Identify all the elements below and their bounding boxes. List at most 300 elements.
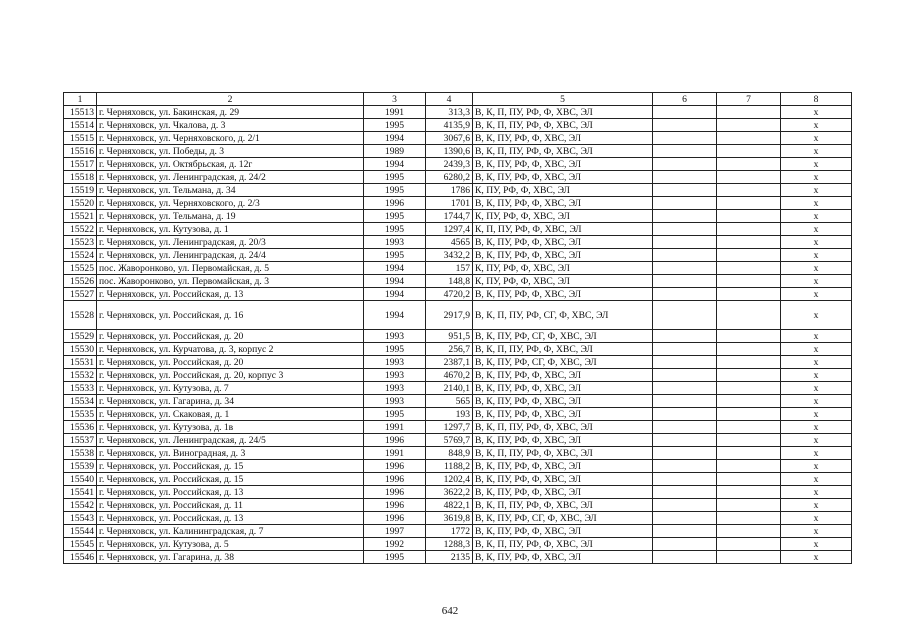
cell-n: 15524	[64, 249, 97, 262]
cell-year: 1995	[364, 210, 426, 223]
cell-n: 15543	[64, 512, 97, 525]
cell-c8: х	[781, 106, 852, 119]
cell-c8: х	[781, 288, 852, 301]
header-cell: 6	[653, 93, 717, 106]
cell-sys: В, К, П, ПУ, РФ, Ф, ХВС, ЭЛ	[473, 145, 653, 158]
cell-area: 256,7	[426, 343, 473, 356]
cell-c8: х	[781, 343, 852, 356]
cell-sys: К, П, ПУ, РФ, Ф, ХВС, ЭЛ	[473, 223, 653, 236]
cell-n: 15530	[64, 343, 97, 356]
cell-sys: К, ПУ, РФ, Ф, ХВС, ЭЛ	[473, 262, 653, 275]
cell-c6	[653, 473, 717, 486]
cell-year: 1995	[364, 119, 426, 132]
cell-c8: х	[781, 473, 852, 486]
cell-c7	[717, 525, 781, 538]
header-cell: 7	[717, 93, 781, 106]
cell-area: 1297,7	[426, 421, 473, 434]
cell-c7	[717, 158, 781, 171]
cell-n: 15514	[64, 119, 97, 132]
cell-year: 1996	[364, 486, 426, 499]
cell-year: 1993	[364, 236, 426, 249]
cell-c6	[653, 119, 717, 132]
cell-addr: г. Черняховск, ул. Победы, д. 3	[97, 145, 364, 158]
cell-addr: г. Черняховск, ул. Черняховского, д. 2/1	[97, 132, 364, 145]
cell-addr: г. Черняховск, ул. Российская, д. 20, корпус 3	[97, 369, 364, 382]
cell-c8: х	[781, 382, 852, 395]
cell-year: 1993	[364, 330, 426, 343]
cell-n: 15532	[64, 369, 97, 382]
cell-addr: г. Черняховск, ул. Российская, д. 13	[97, 486, 364, 499]
cell-c6	[653, 184, 717, 197]
cell-c8: х	[781, 275, 852, 288]
cell-sys: В, К, П, ПУ, РФ, Ф, ХВС, ЭЛ	[473, 538, 653, 551]
cell-sys: В, К, ПУ, РФ, Ф, ХВС, ЭЛ	[473, 395, 653, 408]
cell-sys: В, К, ПУ, РФ, СГ, Ф, ХВС, ЭЛ	[473, 330, 653, 343]
cell-c8: х	[781, 184, 852, 197]
cell-c7	[717, 512, 781, 525]
table-row	[64, 330, 852, 343]
cell-c7	[717, 223, 781, 236]
cell-c6	[653, 145, 717, 158]
table-row	[64, 171, 852, 184]
cell-area: 5769,7	[426, 434, 473, 447]
cell-year: 1995	[364, 551, 426, 564]
cell-year: 1994	[364, 132, 426, 145]
cell-area: 2135	[426, 551, 473, 564]
cell-year: 1996	[364, 473, 426, 486]
cell-addr: г. Черняховск, ул. Ленинградская, д. 24/4	[97, 249, 364, 262]
cell-area: 148,8	[426, 275, 473, 288]
cell-year: 1996	[364, 434, 426, 447]
cell-c7	[717, 356, 781, 369]
cell-c6	[653, 551, 717, 564]
cell-sys: В, К, ПУ, РФ, Ф, ХВС, ЭЛ	[473, 473, 653, 486]
cell-addr: г. Черняховск, ул. Тельмана, д. 34	[97, 184, 364, 197]
cell-c6	[653, 158, 717, 171]
cell-c7	[717, 236, 781, 249]
cell-sys: В, К, ПУ, РФ, Ф, ХВС, ЭЛ	[473, 132, 653, 145]
cell-year: 1994	[364, 275, 426, 288]
register-table	[63, 92, 852, 564]
cell-area: 3622,2	[426, 486, 473, 499]
cell-sys: В, К, ПУ, РФ, Ф, ХВС, ЭЛ	[473, 525, 653, 538]
cell-n: 15537	[64, 434, 97, 447]
cell-n: 15536	[64, 421, 97, 434]
cell-year: 1995	[364, 343, 426, 356]
cell-sys: В, К, П, ПУ, РФ, Ф, ХВС, ЭЛ	[473, 119, 653, 132]
cell-addr: г. Черняховск, ул. Калининградская, д. 7	[97, 525, 364, 538]
table-row	[64, 301, 852, 330]
cell-area: 4135,9	[426, 119, 473, 132]
table-row	[64, 223, 852, 236]
header-cell: 1	[64, 93, 97, 106]
header-cell: 8	[781, 93, 852, 106]
cell-addr: г. Черняховск, ул. Российская, д. 16	[97, 301, 364, 330]
cell-sys: В, К, ПУ, РФ, Ф, ХВС, ЭЛ	[473, 382, 653, 395]
cell-addr: г. Черняховск, ул. Кутузова, д. 7	[97, 382, 364, 395]
cell-year: 1995	[364, 223, 426, 236]
table-row	[64, 184, 852, 197]
cell-sys: В, К, ПУ, РФ, СГ, Ф, ХВС, ЭЛ	[473, 512, 653, 525]
cell-year: 1992	[364, 538, 426, 551]
cell-n: 15545	[64, 538, 97, 551]
cell-sys: В, К, ПУ, РФ, СГ, Ф, ХВС, ЭЛ	[473, 356, 653, 369]
cell-c8: х	[781, 210, 852, 223]
cell-sys: В, К, ПУ, РФ, Ф, ХВС, ЭЛ	[473, 434, 653, 447]
table-row	[64, 382, 852, 395]
cell-n: 15525	[64, 262, 97, 275]
cell-area: 3619,8	[426, 512, 473, 525]
cell-c7	[717, 288, 781, 301]
cell-area: 1188,2	[426, 460, 473, 473]
cell-c8: х	[781, 330, 852, 343]
cell-n: 15534	[64, 395, 97, 408]
cell-area: 1786	[426, 184, 473, 197]
cell-c6	[653, 210, 717, 223]
cell-c6	[653, 434, 717, 447]
cell-c7	[717, 343, 781, 356]
cell-c8: х	[781, 223, 852, 236]
cell-area: 1288,3	[426, 538, 473, 551]
cell-n: 15516	[64, 145, 97, 158]
cell-c8: х	[781, 421, 852, 434]
cell-n: 15544	[64, 525, 97, 538]
cell-c7	[717, 434, 781, 447]
cell-c8: х	[781, 447, 852, 460]
cell-sys: В, К, ПУ, РФ, Ф, ХВС, ЭЛ	[473, 171, 653, 184]
table-row	[64, 460, 852, 473]
cell-c7	[717, 395, 781, 408]
cell-c7	[717, 119, 781, 132]
cell-addr: г. Черняховск, ул. Гагарина, д. 34	[97, 395, 364, 408]
cell-year: 1994	[364, 288, 426, 301]
cell-addr: г. Черняховск, ул. Российская, д. 11	[97, 499, 364, 512]
table-row	[64, 249, 852, 262]
cell-c7	[717, 382, 781, 395]
cell-addr: г. Черняховск, ул. Российская, д. 20	[97, 356, 364, 369]
cell-n: 15538	[64, 447, 97, 460]
cell-year: 1996	[364, 499, 426, 512]
cell-n: 15533	[64, 382, 97, 395]
cell-addr: пос. Жаворонково, ул. Первомайская, д. 3	[97, 275, 364, 288]
cell-c6	[653, 421, 717, 434]
cell-c6	[653, 382, 717, 395]
cell-sys: В, К, ПУ, РФ, Ф, ХВС, ЭЛ	[473, 486, 653, 499]
cell-addr: г. Черняховск, ул. Российская, д. 13	[97, 512, 364, 525]
cell-addr: пос. Жаворонково, ул. Первомайская, д. 5	[97, 262, 364, 275]
cell-year: 1993	[364, 356, 426, 369]
table-row	[64, 356, 852, 369]
cell-sys: В, К, П, ПУ, РФ, Ф, ХВС, ЭЛ	[473, 421, 653, 434]
cell-c6	[653, 330, 717, 343]
cell-c6	[653, 171, 717, 184]
cell-area: 3067,6	[426, 132, 473, 145]
cell-sys: В, К, П, ПУ, РФ, Ф, ХВС, ЭЛ	[473, 499, 653, 512]
cell-c6	[653, 447, 717, 460]
cell-year: 1994	[364, 158, 426, 171]
cell-c8: х	[781, 301, 852, 330]
table-row	[64, 408, 852, 421]
cell-c7	[717, 408, 781, 421]
cell-sys: В, К, П, ПУ, РФ, Ф, ХВС, ЭЛ	[473, 106, 653, 119]
cell-c7	[717, 210, 781, 223]
cell-n: 15541	[64, 486, 97, 499]
cell-c6	[653, 395, 717, 408]
header-cell: 3	[364, 93, 426, 106]
cell-c6	[653, 356, 717, 369]
cell-n: 15526	[64, 275, 97, 288]
table-row	[64, 197, 852, 210]
cell-c7	[717, 106, 781, 119]
table-row	[64, 499, 852, 512]
cell-c7	[717, 551, 781, 564]
table-row	[64, 119, 852, 132]
cell-c8: х	[781, 356, 852, 369]
cell-addr: г. Черняховск, ул. Бакинская, д. 29	[97, 106, 364, 119]
cell-area: 4565	[426, 236, 473, 249]
cell-c6	[653, 486, 717, 499]
cell-sys: В, К, ПУ, РФ, Ф, ХВС, ЭЛ	[473, 288, 653, 301]
cell-area: 193	[426, 408, 473, 421]
cell-area: 1297,4	[426, 223, 473, 236]
table-row	[64, 106, 852, 119]
cell-area: 951,5	[426, 330, 473, 343]
cell-n: 15542	[64, 499, 97, 512]
cell-n: 15518	[64, 171, 97, 184]
cell-c6	[653, 288, 717, 301]
cell-addr: г. Черняховск, ул. Ленинградская, д. 24/5	[97, 434, 364, 447]
cell-addr: г. Черняховск, ул. Кутузова, д. 5	[97, 538, 364, 551]
header-cell: 5	[473, 93, 653, 106]
cell-n: 15521	[64, 210, 97, 223]
cell-c8: х	[781, 434, 852, 447]
cell-c8: х	[781, 369, 852, 382]
cell-sys: В, К, П, ПУ, РФ, Ф, ХВС, ЭЛ	[473, 447, 653, 460]
table-row	[64, 421, 852, 434]
cell-c6	[653, 223, 717, 236]
table-row	[64, 473, 852, 486]
cell-c8: х	[781, 158, 852, 171]
cell-year: 1991	[364, 421, 426, 434]
cell-year: 1996	[364, 460, 426, 473]
cell-addr: г. Черняховск, ул. Виноградная, д. 3	[97, 447, 364, 460]
header-cell: 2	[97, 93, 364, 106]
cell-c8: х	[781, 262, 852, 275]
cell-c8: х	[781, 132, 852, 145]
cell-c8: х	[781, 512, 852, 525]
cell-c6	[653, 275, 717, 288]
cell-c8: х	[781, 145, 852, 158]
cell-n: 15529	[64, 330, 97, 343]
table-row	[64, 395, 852, 408]
cell-c8: х	[781, 249, 852, 262]
cell-c7	[717, 421, 781, 434]
table-row	[64, 486, 852, 499]
cell-area: 2439,3	[426, 158, 473, 171]
page-number: 642	[441, 605, 459, 617]
cell-c7	[717, 184, 781, 197]
cell-c8: х	[781, 460, 852, 473]
cell-c7	[717, 486, 781, 499]
cell-area: 1744,7	[426, 210, 473, 223]
cell-c6	[653, 369, 717, 382]
table-row	[64, 236, 852, 249]
cell-c8: х	[781, 525, 852, 538]
cell-n: 15517	[64, 158, 97, 171]
cell-addr: г. Черняховск, ул. Гагарина, д. 38	[97, 551, 364, 564]
table-row	[64, 210, 852, 223]
cell-c8: х	[781, 551, 852, 564]
table-row	[64, 538, 852, 551]
table-row	[64, 288, 852, 301]
cell-c7	[717, 171, 781, 184]
cell-n: 15513	[64, 106, 97, 119]
cell-c6	[653, 132, 717, 145]
cell-area: 313,3	[426, 106, 473, 119]
cell-c8: х	[781, 538, 852, 551]
cell-year: 1994	[364, 301, 426, 330]
cell-area: 3432,2	[426, 249, 473, 262]
cell-area: 4822,1	[426, 499, 473, 512]
cell-addr: г. Черняховск, ул. Курчатова, д. 3, корпус 2	[97, 343, 364, 356]
cell-sys: В, К, ПУ, РФ, Ф, ХВС, ЭЛ	[473, 158, 653, 171]
cell-year: 1995	[364, 171, 426, 184]
cell-c7	[717, 538, 781, 551]
cell-c6	[653, 106, 717, 119]
cell-c7	[717, 249, 781, 262]
cell-year: 1991	[364, 106, 426, 119]
cell-c7	[717, 262, 781, 275]
cell-c6	[653, 460, 717, 473]
table-row	[64, 275, 852, 288]
cell-n: 15520	[64, 197, 97, 210]
cell-c7	[717, 473, 781, 486]
cell-year: 1994	[364, 262, 426, 275]
cell-c6	[653, 236, 717, 249]
header-row	[64, 93, 852, 106]
cell-c8: х	[781, 395, 852, 408]
cell-area: 1701	[426, 197, 473, 210]
table-row	[64, 369, 852, 382]
cell-c7	[717, 197, 781, 210]
cell-sys: В, К, ПУ, РФ, Ф, ХВС, ЭЛ	[473, 249, 653, 262]
cell-c8: х	[781, 171, 852, 184]
cell-addr: г. Черняховск, ул. Российская, д. 20	[97, 330, 364, 343]
cell-sys: В, К, ПУ, РФ, Ф, ХВС, ЭЛ	[473, 369, 653, 382]
cell-sys: К, ПУ, РФ, Ф, ХВС, ЭЛ	[473, 275, 653, 288]
cell-year: 1993	[364, 369, 426, 382]
cell-addr: г. Черняховск, ул. Ленинградская, д. 24/2	[97, 171, 364, 184]
cell-addr: г. Черняховск, ул. Кутузова, д. 1в	[97, 421, 364, 434]
cell-c8: х	[781, 499, 852, 512]
cell-c7	[717, 275, 781, 288]
cell-addr: г. Черняховск, ул. Кутузова, д. 1	[97, 223, 364, 236]
table-row	[64, 447, 852, 460]
cell-addr: г. Черняховск, ул. Чкалова, д. 3	[97, 119, 364, 132]
cell-year: 1995	[364, 249, 426, 262]
cell-addr: г. Черняховск, ул. Тельмана, д. 19	[97, 210, 364, 223]
cell-sys: В, К, ПУ, РФ, Ф, ХВС, ЭЛ	[473, 460, 653, 473]
cell-year: 1995	[364, 408, 426, 421]
cell-addr: г. Черняховск, ул. Российская, д. 13	[97, 288, 364, 301]
cell-c7	[717, 499, 781, 512]
cell-addr: г. Черняховск, ул. Российская, д. 15	[97, 460, 364, 473]
cell-year: 1993	[364, 395, 426, 408]
cell-n: 15531	[64, 356, 97, 369]
cell-area: 157	[426, 262, 473, 275]
cell-sys: В, К, ПУ, РФ, Ф, ХВС, ЭЛ	[473, 551, 653, 564]
cell-area: 565	[426, 395, 473, 408]
cell-area: 2917,9	[426, 301, 473, 330]
cell-c7	[717, 301, 781, 330]
cell-area: 1772	[426, 525, 473, 538]
cell-sys: К, ПУ, РФ, Ф, ХВС, ЭЛ	[473, 184, 653, 197]
cell-area: 1390,6	[426, 145, 473, 158]
cell-addr: г. Черняховск, ул. Скаковая, д. 1	[97, 408, 364, 421]
cell-n: 15527	[64, 288, 97, 301]
cell-year: 1991	[364, 447, 426, 460]
cell-c6	[653, 343, 717, 356]
cell-n: 15535	[64, 408, 97, 421]
cell-c7	[717, 447, 781, 460]
cell-addr: г. Черняховск, ул. Ленинградская, д. 20/3	[97, 236, 364, 249]
cell-c6	[653, 408, 717, 421]
cell-year: 1997	[364, 525, 426, 538]
cell-n: 15523	[64, 236, 97, 249]
cell-c8: х	[781, 236, 852, 249]
cell-c6	[653, 538, 717, 551]
table-row	[64, 525, 852, 538]
cell-n: 15539	[64, 460, 97, 473]
cell-n: 15546	[64, 551, 97, 564]
cell-n: 15519	[64, 184, 97, 197]
cell-year: 1993	[364, 382, 426, 395]
table-row	[64, 145, 852, 158]
cell-area: 2140,1	[426, 382, 473, 395]
cell-c6	[653, 301, 717, 330]
cell-c8: х	[781, 119, 852, 132]
cell-area: 2387,1	[426, 356, 473, 369]
table-row	[64, 512, 852, 525]
cell-sys: В, К, П, ПУ, РФ, СГ, Ф, ХВС, ЭЛ	[473, 301, 653, 330]
cell-year: 1989	[364, 145, 426, 158]
cell-c7	[717, 330, 781, 343]
cell-addr: г. Черняховск, ул. Черняховского, д. 2/3	[97, 197, 364, 210]
cell-year: 1996	[364, 197, 426, 210]
cell-c7	[717, 369, 781, 382]
cell-addr: г. Черняховск, ул. Октябрьская, д. 12г	[97, 158, 364, 171]
cell-c6	[653, 525, 717, 538]
cell-c7	[717, 132, 781, 145]
cell-c8: х	[781, 408, 852, 421]
cell-c6	[653, 512, 717, 525]
cell-sys: В, К, ПУ, РФ, Ф, ХВС, ЭЛ	[473, 197, 653, 210]
header-cell: 4	[426, 93, 473, 106]
cell-c7	[717, 460, 781, 473]
cell-c6	[653, 249, 717, 262]
cell-sys: К, ПУ, РФ, Ф, ХВС, ЭЛ	[473, 210, 653, 223]
cell-addr: г. Черняховск, ул. Российская, д. 15	[97, 473, 364, 486]
table-row	[64, 158, 852, 171]
cell-area: 848,9	[426, 447, 473, 460]
table-row	[64, 343, 852, 356]
cell-n: 15515	[64, 132, 97, 145]
table-row	[64, 551, 852, 564]
cell-year: 1996	[364, 512, 426, 525]
table-row	[64, 434, 852, 447]
cell-sys: В, К, ПУ, РФ, Ф, ХВС, ЭЛ	[473, 408, 653, 421]
cell-c6	[653, 499, 717, 512]
